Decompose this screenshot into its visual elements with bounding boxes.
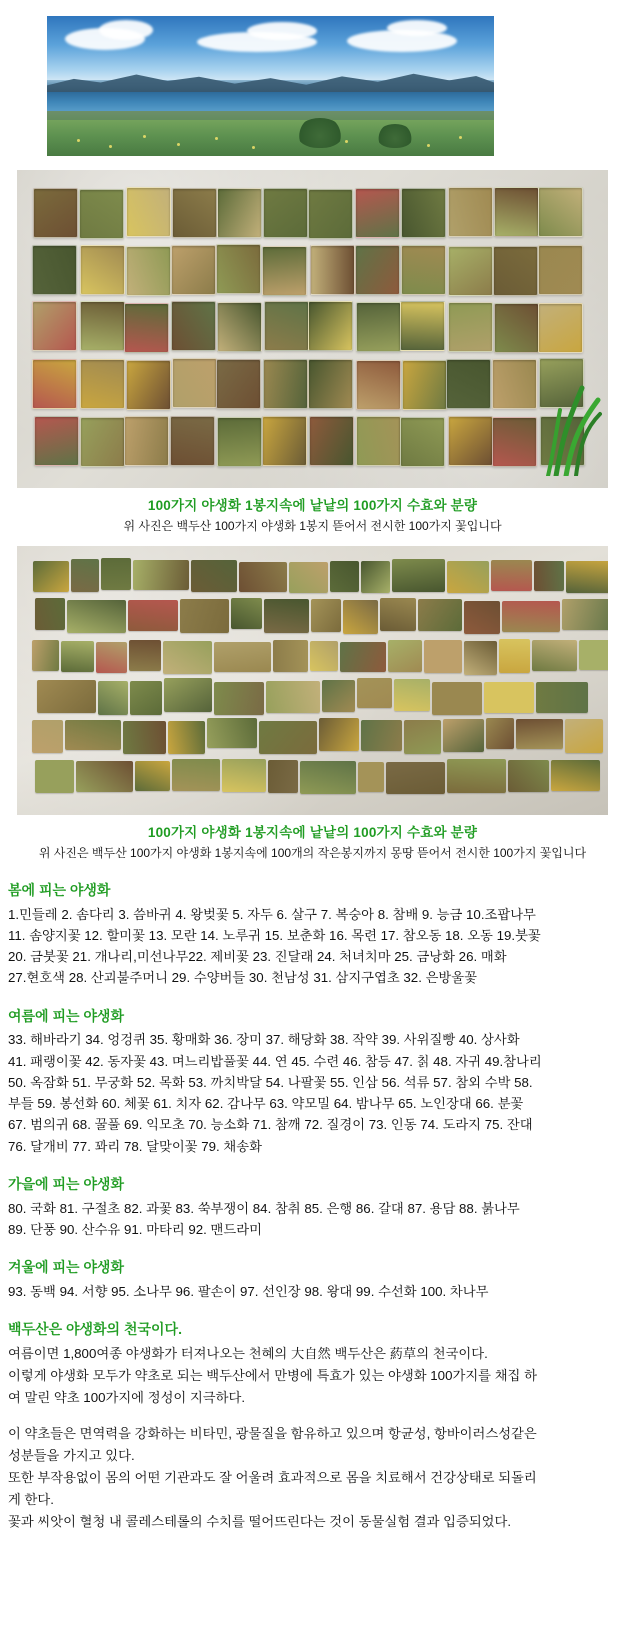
herb-packet bbox=[355, 245, 400, 295]
herb-cluster bbox=[128, 600, 178, 631]
section-list-spring bbox=[8, 904, 615, 989]
herb-cluster bbox=[180, 599, 229, 633]
herb-cluster bbox=[443, 719, 484, 752]
herb-packet bbox=[356, 416, 401, 466]
herb-cluster bbox=[32, 640, 59, 671]
herb-cluster bbox=[266, 681, 319, 713]
essay-line: 이렇게 야생화 모두가 약초로 되는 백두산에서 만병에 특효가 있는 야생화 100가지를 채집 하 bbox=[8, 1367, 537, 1383]
section-list-summer bbox=[8, 1029, 615, 1157]
herb-cluster bbox=[388, 640, 423, 673]
caption-rows-green: 100가지 야생화 1봉지속에 낱낱의 100가지 수효와 분량 bbox=[147, 825, 478, 840]
herb-packet bbox=[80, 301, 125, 351]
section-title-autumn: 가을에 피는 야생화 bbox=[8, 1176, 124, 1192]
section-spring bbox=[8, 879, 615, 989]
grass-decoration-icon bbox=[546, 380, 602, 476]
essay-line: 또한 부작용없이 몸의 어떤 기관과도 잘 어울려 효과적으로 몸을 치료해서 건강상태로 되돌리 bbox=[8, 1470, 537, 1486]
article-body bbox=[0, 861, 625, 1557]
section-title-summer: 여름에 피는 야생화 bbox=[8, 1007, 124, 1024]
tree-shape bbox=[297, 118, 343, 148]
herb-packet bbox=[309, 416, 354, 466]
herb-packet bbox=[538, 303, 583, 353]
essay-line: 게 한다. bbox=[8, 1492, 54, 1508]
herb-packet bbox=[401, 245, 446, 295]
list-line: 93. 동백 94. 서향 95. 소나무 96. 팔손이 97. 선인장 98. 왕대 99. 수선화 100. 차나무 bbox=[8, 1283, 489, 1299]
flower-meadow bbox=[47, 120, 494, 156]
herb-packet bbox=[494, 187, 539, 237]
herb-cluster bbox=[214, 682, 265, 716]
herb-cluster bbox=[191, 560, 237, 592]
herb-packet bbox=[80, 245, 125, 295]
list-line: 11. 솜양지꽃 12. 할미꽃 13. 모란 14. 노루귀 15. 보춘화 16. 목련 17. 참오동 18. 오동 19.붓꽃 bbox=[8, 927, 541, 943]
herb-cluster bbox=[319, 718, 359, 751]
herb-packet bbox=[401, 188, 446, 238]
section-title-winter: 겨울에 피는 야생화 bbox=[8, 1259, 124, 1276]
herb-packet bbox=[494, 303, 539, 353]
herb-packet bbox=[448, 416, 493, 466]
herb-packet bbox=[263, 359, 308, 409]
section-winter bbox=[8, 1256, 615, 1302]
herb-cluster bbox=[562, 599, 608, 630]
herb-packet bbox=[33, 188, 78, 238]
herb-packet bbox=[448, 246, 493, 296]
herb-cluster bbox=[123, 721, 166, 754]
herb-packet bbox=[262, 246, 307, 296]
herb-cluster bbox=[135, 761, 169, 791]
photo-herb-rows bbox=[17, 546, 608, 815]
section-autumn bbox=[8, 1173, 615, 1240]
caption-rows-black: 위 사진은 백두산 100가지 야생화 1봉지속에 100개의 작은봉지까지 몽땅 뜯어서 전시한 100가지 꽃입니다 bbox=[38, 846, 587, 860]
list-line: 부들 59. 봉선화 60. 체꽃 61. 치자 62. 감나무 63. 약모밀 64. 밤나무 65. 노인장대 66. 분꽃 bbox=[8, 1096, 524, 1112]
herb-cluster bbox=[516, 719, 563, 749]
herb-cluster bbox=[130, 681, 163, 714]
herb-cluster bbox=[534, 561, 564, 591]
herb-packet bbox=[80, 417, 125, 467]
herb-cluster bbox=[65, 720, 121, 750]
cloud-shape bbox=[99, 20, 153, 40]
herb-cluster bbox=[231, 598, 262, 629]
section-list-autumn bbox=[8, 1198, 615, 1241]
herb-cluster bbox=[168, 721, 205, 754]
herb-cluster bbox=[392, 559, 445, 592]
list-line: 89. 단풍 90. 산수유 91. 마타리 92. 맨드라미 bbox=[8, 1221, 262, 1237]
herb-cluster bbox=[273, 640, 308, 672]
herb-packet bbox=[172, 188, 217, 238]
herb-cluster bbox=[565, 719, 603, 753]
herb-cluster bbox=[96, 642, 127, 673]
herb-cluster bbox=[343, 600, 378, 634]
herb-packet bbox=[79, 189, 124, 239]
herb-packet bbox=[448, 187, 493, 237]
herb-cluster bbox=[386, 762, 444, 794]
herb-cluster bbox=[484, 682, 535, 713]
herb-packet bbox=[124, 303, 169, 353]
herb-packet bbox=[217, 417, 262, 467]
herb-packet bbox=[400, 301, 445, 351]
herb-packet bbox=[308, 359, 353, 409]
herb-packet bbox=[170, 416, 215, 466]
herb-cluster bbox=[357, 678, 392, 708]
herb-cluster bbox=[35, 760, 74, 793]
herb-cluster bbox=[311, 599, 341, 631]
herb-packet bbox=[493, 246, 538, 296]
herb-cluster bbox=[300, 761, 355, 794]
herb-cluster bbox=[536, 682, 587, 713]
herb-packet bbox=[126, 246, 171, 296]
herb-packet bbox=[538, 187, 583, 237]
herb-packet bbox=[402, 360, 447, 410]
herb-cluster bbox=[432, 682, 481, 715]
herb-cluster bbox=[486, 718, 515, 749]
tree-shape bbox=[377, 124, 413, 148]
list-line: 20. 금붓꽃 21. 개나리,미선나무22. 제비꽃 23. 진달래 24. 처녀치마 25. 금낭화 26. 매화 bbox=[8, 949, 507, 965]
herb-cluster bbox=[163, 641, 212, 674]
herb-cluster bbox=[164, 678, 212, 712]
herb-packet bbox=[308, 189, 353, 239]
herb-cluster bbox=[418, 599, 462, 630]
herb-cluster bbox=[447, 561, 489, 592]
caption-packets-green: 100가지 야생화 1봉지속에 낱낱의 100가지 수효와 분량 bbox=[147, 498, 478, 513]
list-line: 80. 국화 81. 구절초 82. 과꽃 83. 쑥부쟁이 84. 참취 85. 은행 86. 갈대 87. 용담 88. 붉나무 bbox=[8, 1200, 520, 1216]
herb-cluster bbox=[239, 562, 287, 592]
herb-packet bbox=[124, 416, 169, 466]
herb-cluster bbox=[361, 720, 402, 751]
herb-cluster bbox=[133, 560, 189, 591]
herb-cluster bbox=[32, 720, 63, 753]
herb-cluster bbox=[551, 760, 600, 792]
list-line: 41. 패랭이꽃 42. 동자꽃 43. 며느리밥풀꽃 44. 연 45. 수련 46. 참등 47. 칡 48. 자귀 49.참나리 bbox=[8, 1053, 542, 1069]
herb-cluster bbox=[207, 718, 257, 748]
herb-packet bbox=[400, 417, 445, 467]
essay-line: 여 말린 약초 100가지에 정성이 지극하다. bbox=[8, 1389, 246, 1405]
cloud-shape bbox=[387, 20, 447, 36]
herb-cluster bbox=[264, 599, 308, 633]
herb-cluster bbox=[61, 641, 94, 672]
herb-packet bbox=[171, 301, 216, 351]
list-line: 27.현호색 28. 산괴불주머니 29. 수양버들 30. 천남성 31. 삼지구엽초 32. 은방울꽃 bbox=[8, 970, 477, 986]
herb-packet bbox=[262, 416, 307, 466]
essay-title: 백두산은 야생화의 천국이다. bbox=[8, 1321, 182, 1338]
essay-line: 여름이면 1,800여종 야생화가 터져나오는 천혜의 大自然 백두산은 葯草의 천국이다. bbox=[8, 1345, 488, 1361]
herb-packet bbox=[216, 359, 261, 409]
herb-packet bbox=[80, 359, 125, 409]
caption-packets-black: 위 사진은 백두산 100가지 야생화 1봉지 뜯어서 전시한 100가지 꽃입니다 bbox=[123, 519, 502, 533]
herb-cluster bbox=[214, 642, 271, 673]
herb-cluster bbox=[98, 681, 127, 715]
herb-cluster bbox=[361, 561, 390, 593]
herb-packet bbox=[308, 301, 353, 351]
list-line: 76. 달개비 77. 꽈리 78. 달맞이꽃 79. 채송화 bbox=[8, 1138, 262, 1154]
herb-cluster bbox=[67, 600, 126, 633]
herb-cluster bbox=[222, 759, 266, 792]
section-summer bbox=[8, 1005, 615, 1157]
herb-packet bbox=[217, 188, 262, 238]
herb-packet bbox=[263, 188, 308, 238]
herb-cluster bbox=[35, 598, 65, 629]
herb-packet bbox=[32, 359, 77, 409]
herb-packet bbox=[216, 244, 261, 294]
herb-cluster bbox=[499, 639, 530, 673]
herb-cluster bbox=[491, 560, 533, 591]
essay-line: 이 약초들은 면역력을 강화하는 비타민, 광물질을 함유하고 있으며 항균성, 항바이러스성같은 bbox=[8, 1426, 537, 1441]
herb-cluster bbox=[76, 761, 134, 792]
section-list-winter bbox=[8, 1281, 615, 1302]
herb-packet bbox=[492, 359, 537, 409]
herb-cluster bbox=[340, 642, 386, 672]
herb-cluster bbox=[172, 759, 221, 792]
herb-cluster bbox=[464, 641, 497, 675]
cloud-shape bbox=[247, 22, 317, 40]
herb-packet bbox=[355, 188, 400, 238]
herb-packet bbox=[448, 302, 493, 352]
list-line: 1.민들레 2. 솜다리 3. 씀바귀 4. 왕벚꽃 5. 자두 6. 살구 7. 복숭아 8. 참배 9. 능금 10.조팝나무 bbox=[8, 906, 536, 922]
photo-packet-grid bbox=[17, 170, 608, 488]
herb-packet bbox=[356, 360, 401, 410]
list-line: 33. 해바라기 34. 엉겅퀴 35. 황매화 36. 장미 37. 해당화 38. 작약 39. 사위질빵 40. 상사화 bbox=[8, 1032, 520, 1048]
herb-cluster bbox=[579, 640, 608, 670]
herb-cluster bbox=[259, 721, 317, 754]
essay-paragraph-1 bbox=[8, 1343, 615, 1409]
herb-cluster bbox=[129, 640, 161, 671]
herb-cluster bbox=[37, 680, 96, 712]
section-title-spring: 봄에 피는 야생화 bbox=[8, 882, 111, 898]
herb-cluster bbox=[502, 601, 560, 633]
list-line: 50. 옥잠화 51. 무궁화 52. 목화 53. 까치박달 54. 나팔꽃 55. 인삼 56. 석류 57. 참외 수박 58. bbox=[8, 1074, 533, 1090]
herb-cluster bbox=[508, 760, 549, 792]
herb-cluster bbox=[289, 562, 328, 594]
herb-packet bbox=[171, 245, 216, 295]
herb-cluster bbox=[310, 641, 338, 672]
herb-packet bbox=[32, 301, 77, 351]
list-line: 67. 범의귀 68. 꿀풀 69. 익모초 70. 능소화 71. 참깨 72. 질경이 73. 인동 74. 도라지 75. 잔대 bbox=[8, 1117, 533, 1133]
herb-packet bbox=[310, 245, 355, 295]
essay-paragraph-2 bbox=[8, 1423, 615, 1533]
herb-packet bbox=[126, 187, 171, 237]
herb-cluster bbox=[464, 601, 500, 634]
herb-cluster bbox=[532, 640, 577, 672]
herb-packet bbox=[492, 417, 537, 467]
essay-line: 꽃과 씨앗이 혈청 내 콜레스테롤의 수치를 떨어뜨린다는 것이 동물실험 결과 입증되었다. bbox=[8, 1514, 512, 1530]
herb-cluster bbox=[101, 558, 131, 590]
section-essay bbox=[8, 1318, 615, 1533]
herb-cluster bbox=[566, 561, 608, 592]
herb-cluster bbox=[358, 762, 385, 792]
essay-line: 성분들을 가지고 있다. bbox=[8, 1448, 135, 1464]
herb-packet bbox=[34, 416, 79, 466]
banner-photo-baekdusan bbox=[47, 16, 494, 156]
herb-packet bbox=[446, 359, 491, 409]
herb-cluster bbox=[322, 680, 355, 711]
herb-cluster bbox=[268, 760, 299, 793]
herb-cluster bbox=[424, 640, 462, 673]
herb-cluster bbox=[330, 561, 359, 593]
herb-cluster bbox=[71, 559, 99, 592]
herb-packet bbox=[538, 245, 583, 295]
herb-packet bbox=[217, 302, 262, 352]
herb-cluster bbox=[33, 561, 69, 592]
herb-cluster bbox=[380, 598, 416, 630]
herb-cluster bbox=[404, 720, 441, 754]
herb-cluster bbox=[447, 759, 506, 792]
herb-packet bbox=[32, 245, 77, 295]
herb-packet bbox=[172, 358, 217, 408]
herb-packet bbox=[126, 360, 171, 410]
herb-packet bbox=[356, 302, 401, 352]
herb-packet bbox=[264, 301, 309, 351]
herb-cluster bbox=[394, 679, 431, 710]
